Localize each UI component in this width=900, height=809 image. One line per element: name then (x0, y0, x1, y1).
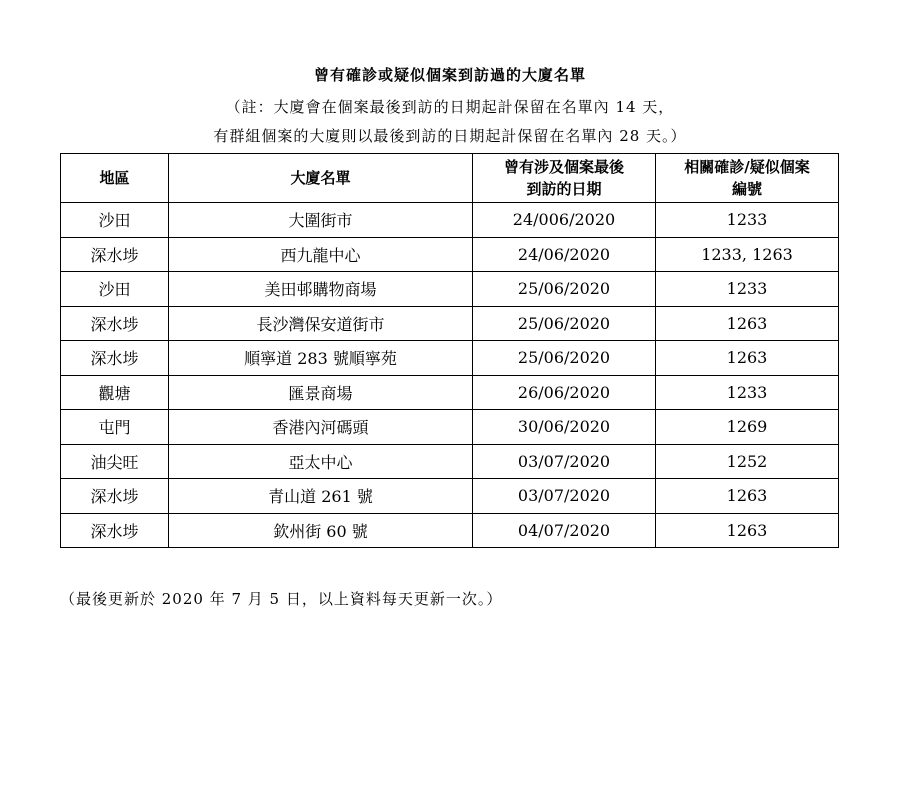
cell-building: 西九龍中心 (169, 237, 473, 272)
cell-building: 欽州街 60 號 (169, 513, 473, 548)
cell-case-numbers: 1269 (656, 410, 839, 445)
cell-district: 深水埗 (61, 306, 169, 341)
cell-district: 屯門 (61, 410, 169, 445)
cell-date: 26/06/2020 (473, 375, 656, 410)
cell-date: 25/06/2020 (473, 306, 656, 341)
header-case-line-1: 相關確診/疑似個案 (684, 158, 810, 176)
cell-district: 油尖旺 (61, 444, 169, 479)
cell-date: 04/07/2020 (473, 513, 656, 548)
table-header-row (61, 154, 839, 203)
cell-case-numbers: 1233, 1263 (656, 237, 839, 272)
table-row (61, 444, 839, 479)
cell-case-numbers: 1233 (656, 203, 839, 238)
table-row (61, 272, 839, 307)
cell-case-numbers: 1233 (656, 272, 839, 307)
cell-building: 長沙灣保安道街市 (169, 306, 473, 341)
cell-building: 香港內河碼頭 (169, 410, 473, 445)
building-list-table (60, 153, 839, 548)
table-row (61, 479, 839, 514)
cell-building: 大圍街市 (169, 203, 473, 238)
table-row (61, 341, 839, 376)
cell-case-numbers: 1233 (656, 375, 839, 410)
note-line-1: （註：大廈會在個案最後到訪的日期起計保留在名單內 14 天， (225, 98, 675, 116)
document-title: 曾有確診或疑似個案到訪過的大廈名單 (313, 66, 586, 84)
cell-date: 30/06/2020 (473, 410, 656, 445)
cell-date: 03/07/2020 (473, 479, 656, 514)
header-case-numbers (656, 154, 839, 203)
table-row (61, 237, 839, 272)
table-row (61, 203, 839, 238)
cell-case-numbers: 1263 (656, 306, 839, 341)
cell-case-numbers: 1263 (656, 341, 839, 376)
header-date-line-2: 到訪的日期 (526, 180, 602, 198)
header-case-line-2: 編號 (731, 180, 762, 198)
table-row (61, 513, 839, 548)
cell-date: 24/006/2020 (473, 203, 656, 238)
cell-date: 25/06/2020 (473, 341, 656, 376)
cell-building: 順寧道 283 號順寧苑 (169, 341, 473, 376)
cell-district: 深水埗 (61, 341, 169, 376)
cell-date: 03/07/2020 (473, 444, 656, 479)
cell-building: 美田邨購物商場 (169, 272, 473, 307)
cell-district: 深水埗 (61, 513, 169, 548)
cell-district: 沙田 (61, 203, 169, 238)
cell-district: 觀塘 (61, 375, 169, 410)
cell-case-numbers: 1252 (656, 444, 839, 479)
header-district: 地區 (61, 154, 169, 203)
header-date-line-1: 曾有涉及個案最後 (503, 158, 624, 176)
cell-date: 24/06/2020 (473, 237, 656, 272)
cell-district: 沙田 (61, 272, 169, 307)
cell-date: 25/06/2020 (473, 272, 656, 307)
note-line-2: 有群組個案的大廈則以最後到訪的日期起計保留在名單內 28 天。） (213, 127, 687, 145)
table-row (61, 410, 839, 445)
table-row (61, 306, 839, 341)
cell-case-numbers: 1263 (656, 513, 839, 548)
cell-building: 青山道 261 號 (169, 479, 473, 514)
cell-case-numbers: 1263 (656, 479, 839, 514)
header-building: 大廈名單 (169, 154, 473, 203)
header-last-visit-date (473, 154, 656, 203)
footer-note: （最後更新於 2020 年 7 月 5 日，以上資料每天更新一次。） (60, 590, 503, 608)
cell-district: 深水埗 (61, 237, 169, 272)
cell-building: 匯景商場 (169, 375, 473, 410)
table-row (61, 375, 839, 410)
cell-district: 深水埗 (61, 479, 169, 514)
cell-building: 亞太中心 (169, 444, 473, 479)
